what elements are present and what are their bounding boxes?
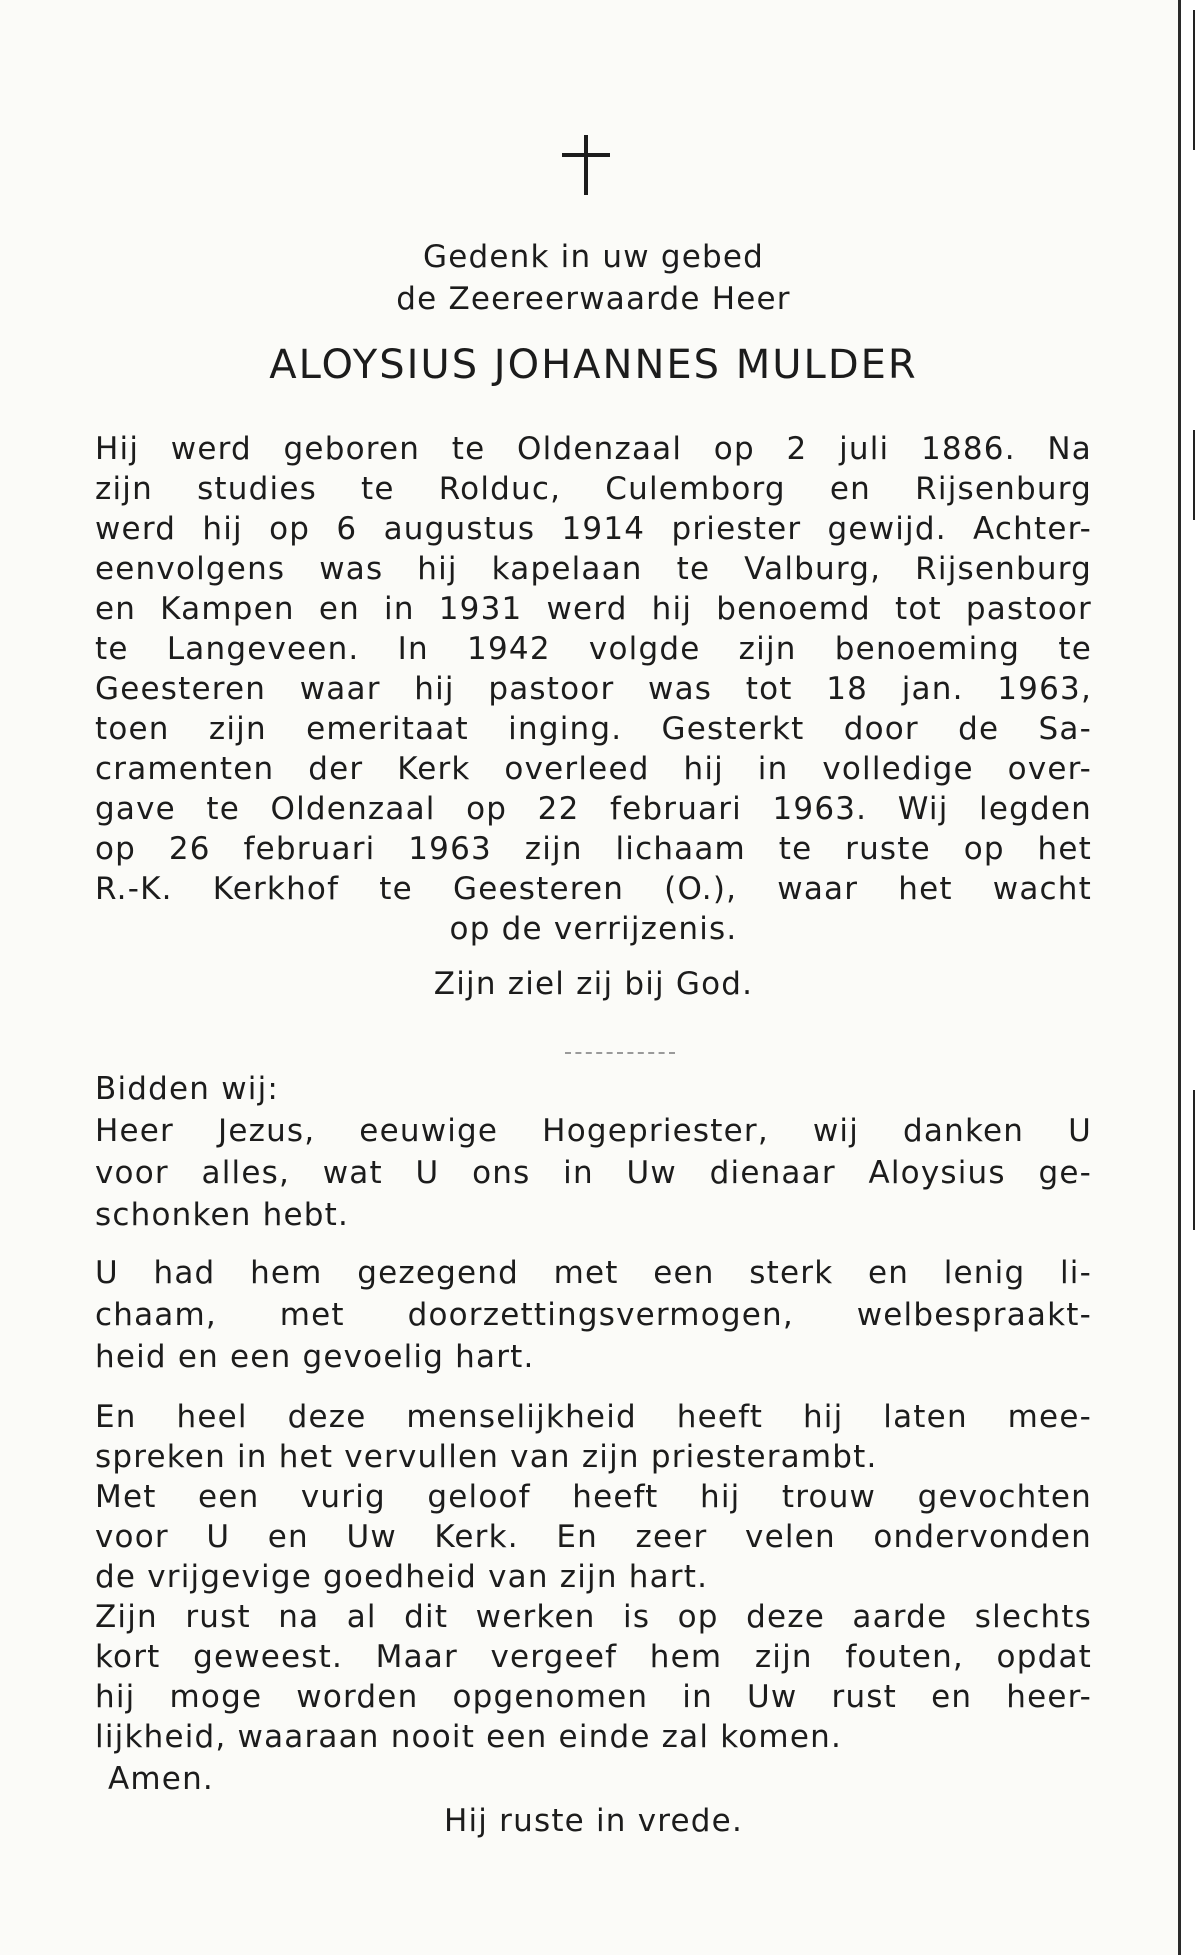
- biography-line: eenvolgens was hij kapelaan te Valburg, Rijsenburg: [95, 551, 1092, 587]
- prayer-line: hij moge worden opgenomen in Uw rust en heer-: [95, 1679, 1092, 1715]
- card-edge: [1178, 0, 1181, 1955]
- biography-line: Geesteren waar hij pastoor was tot 18 jan. 1963,: [95, 671, 1092, 707]
- prayer-line: voor alles, wat U ons in Uw dienaar Aloysius ge-: [95, 1155, 1092, 1191]
- prayer-line: U had hem gezegend met een sterk en lenig li-: [95, 1255, 1092, 1291]
- biography-line: R.-K. Kerkhof te Geesteren (O.), waar het wacht: [95, 871, 1092, 907]
- prayer-line: lijkheid, waaraan nooit een einde zal komen.: [95, 1719, 843, 1755]
- deceased-name: ALOYSIUS JOHANNES MULDER: [269, 342, 918, 388]
- biography-line: zijn studies te Rolduc, Culemborg en Rijsenburg: [95, 471, 1092, 507]
- edge-mark: [1193, 1090, 1195, 1230]
- prayer-line: kort geweest. Maar vergeef hem zijn fouten, opdat: [95, 1639, 1092, 1675]
- prayer-line: Met een vurig geloof heeft hij trouw gevochten: [95, 1479, 1092, 1515]
- prayer-line: schonken hebt.: [95, 1197, 350, 1233]
- prayer-line: En heel deze menselijkheid heeft hij laten mee-: [95, 1399, 1092, 1435]
- prayer-line: Heer Jezus, eeuwige Hogepriester, wij danken U: [95, 1113, 1092, 1149]
- edge-mark: [1193, 10, 1195, 150]
- heading-line-2: de Zeereerwaarde Heer: [396, 281, 791, 317]
- prayer-intro: Bidden wij:: [95, 1071, 280, 1107]
- heading-line-1: Gedenk in uw gebed: [422, 239, 765, 275]
- biography-line: gave te Oldenzaal op 22 februari 1963. Wij legden: [95, 791, 1092, 827]
- separator: [565, 1052, 675, 1054]
- biography-last-line: op de verrijzenis.: [449, 911, 738, 947]
- cross-icon: [562, 135, 610, 195]
- amen: Amen.: [108, 1761, 214, 1797]
- prayer-line: chaam, met doorzettingsvermogen, welbespraakt-: [95, 1297, 1092, 1333]
- prayer-line: spreken in het vervullen van zijn priesterambt.: [95, 1439, 878, 1475]
- biography-line: Hij werd geboren te Oldenzaal op 2 juli 1886. Na: [95, 431, 1092, 467]
- biography-line: toen zijn emeritaat inging. Gesterkt door de Sa-: [95, 711, 1092, 747]
- biography-line: werd hij op 6 augustus 1914 priester gewijd. Achter-: [95, 511, 1092, 547]
- prayer-line: voor U en Uw Kerk. En zeer velen ondervonden: [95, 1519, 1092, 1555]
- final-line: Hij ruste in vrede.: [443, 1803, 743, 1839]
- prayer-line: de vrijgevige goedheid van zijn hart.: [95, 1559, 709, 1595]
- biography-line: op 26 februari 1963 zijn lichaam te ruste op het: [95, 831, 1092, 867]
- edge-mark: [1193, 430, 1195, 520]
- prayer-line: Zijn rust na al dit werken is op deze aarde slechts: [95, 1599, 1092, 1635]
- biography-line: cramenten der Kerk overleed hij in volledige over-: [95, 751, 1092, 787]
- biography-line: en Kampen en in 1931 werd hij benoemd tot pastoor: [95, 591, 1092, 627]
- closing-line: Zijn ziel zij bij God.: [433, 966, 754, 1002]
- prayer-line: heid en een gevoelig hart.: [95, 1339, 535, 1375]
- biography-line: te Langeveen. In 1942 volgde zijn benoeming te: [95, 631, 1092, 667]
